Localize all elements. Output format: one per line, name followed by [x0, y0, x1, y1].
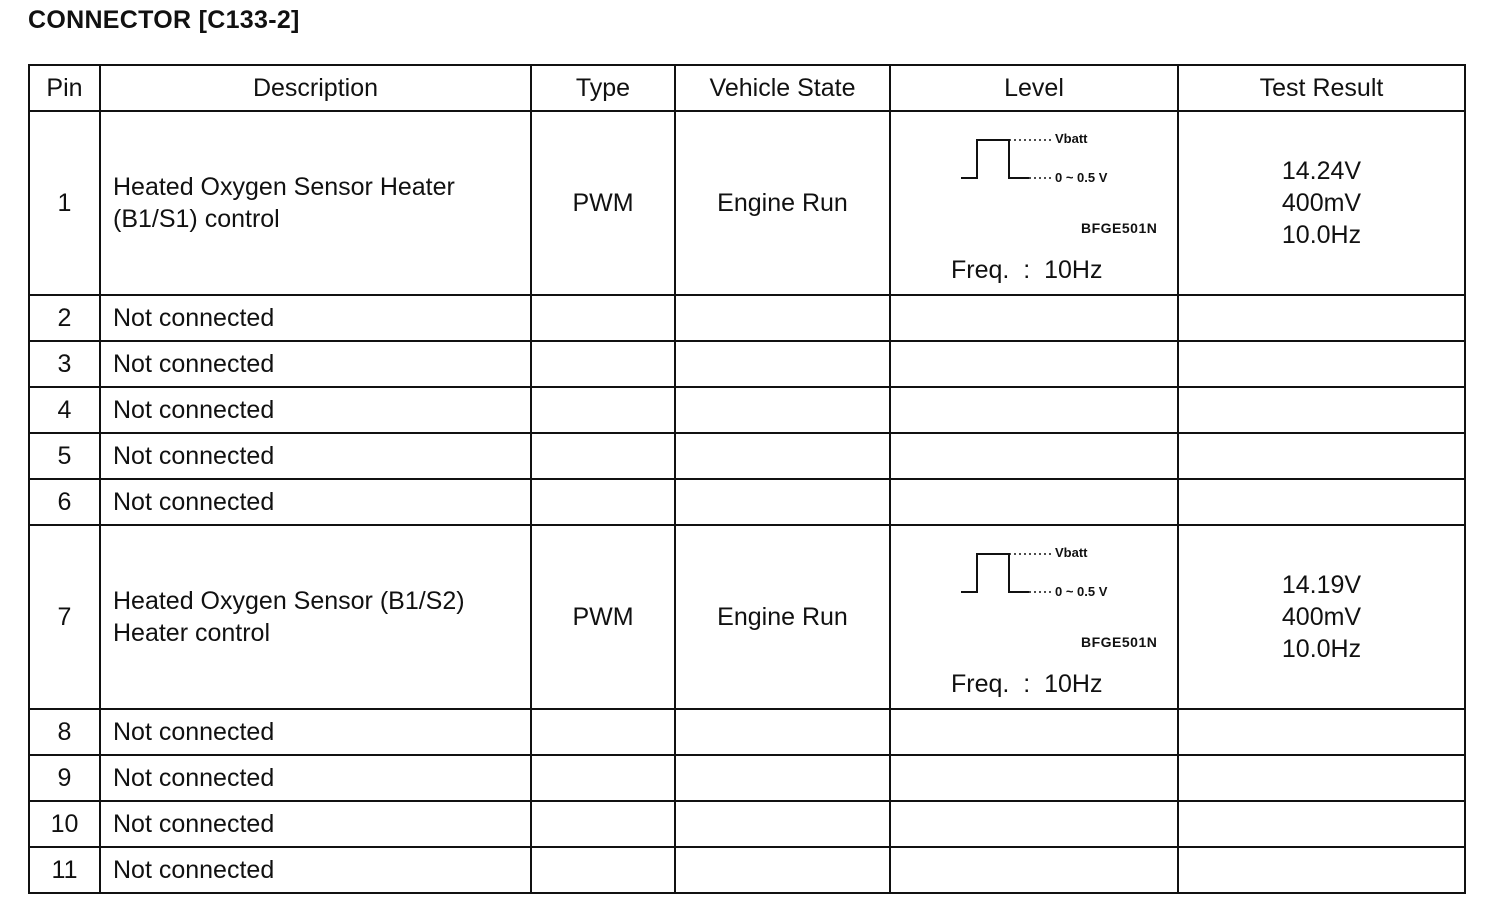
pin-description — [100, 111, 531, 295]
pin-type — [531, 709, 675, 755]
pin-level — [890, 709, 1178, 755]
pin-number: 5 — [29, 433, 100, 479]
level-low-label: 0 ~ 0.5 V — [1055, 170, 1108, 185]
pin-level — [890, 111, 1178, 295]
table-row — [29, 801, 1465, 847]
header-type: Type — [531, 65, 675, 111]
pin-test-result — [1178, 709, 1465, 755]
freq-label: Freq. — [951, 256, 1010, 284]
result-line: 10.0Hz — [1281, 635, 1362, 663]
description-line: (B1/S1) control — [113, 205, 280, 233]
pin-description: Not connected — [100, 755, 531, 801]
description-line: Heater control — [113, 619, 271, 647]
result-line: 400mV — [1281, 603, 1362, 631]
pin-vehicle-state — [675, 433, 890, 479]
table-row — [29, 755, 1465, 801]
pin-description: Not connected — [100, 295, 531, 341]
pin-level — [890, 525, 1178, 709]
freq-value: 10Hz — [1044, 670, 1103, 698]
pin-test-result — [1178, 801, 1465, 847]
pin-number: 2 — [29, 295, 100, 341]
pin-description: Not connected — [100, 801, 531, 847]
pin-vehicle-state — [675, 801, 890, 847]
pin-vehicle-state — [675, 295, 890, 341]
pin-description: Not connected — [100, 479, 531, 525]
pin-test-result — [1178, 525, 1465, 709]
pin-vehicle-state — [675, 479, 890, 525]
table-row — [29, 111, 1465, 295]
pin-description: Not connected — [100, 341, 531, 387]
pin-description: Not connected — [100, 709, 531, 755]
pin-vehicle-state — [675, 755, 890, 801]
pin-test-result — [1178, 387, 1465, 433]
pin-number: 3 — [29, 341, 100, 387]
pin-test-result — [1178, 433, 1465, 479]
level-high-label: Vbatt — [1055, 131, 1088, 146]
pin-test-result — [1178, 341, 1465, 387]
pin-type — [531, 295, 675, 341]
pin-number: 7 — [29, 525, 100, 709]
pin-number: 10 — [29, 801, 100, 847]
pin-vehicle-state — [675, 387, 890, 433]
connector-pin-table — [28, 64, 1466, 894]
header-level: Level — [890, 65, 1178, 111]
pin-test-result — [1178, 847, 1465, 893]
result-line: 14.24V — [1281, 157, 1362, 185]
pin-type — [531, 433, 675, 479]
header-vehicle-state: Vehicle State — [675, 65, 890, 111]
freq-separator: : — [1023, 670, 1031, 698]
level-figure-code: BFGE501N — [1081, 634, 1158, 650]
pin-test-result — [1178, 111, 1465, 295]
table-header-row — [29, 65, 1465, 111]
result-line: 10.0Hz — [1281, 221, 1362, 249]
table-row — [29, 341, 1465, 387]
pin-test-result — [1178, 479, 1465, 525]
level-high-label: Vbatt — [1055, 545, 1088, 560]
pin-description: Not connected — [100, 433, 531, 479]
freq-label: Freq. — [951, 670, 1010, 698]
pin-type: PWM — [531, 111, 675, 295]
pin-level — [890, 479, 1178, 525]
pin-test-result — [1178, 755, 1465, 801]
pin-description — [100, 525, 531, 709]
pin-vehicle-state: Engine Run — [675, 111, 890, 295]
pin-number: 8 — [29, 709, 100, 755]
level-frequency — [951, 256, 1103, 285]
page-title: CONNECTOR [C133-2] — [28, 6, 300, 34]
pin-type — [531, 479, 675, 525]
pin-test-result — [1178, 295, 1465, 341]
pin-vehicle-state — [675, 341, 890, 387]
pin-vehicle-state: Engine Run — [675, 525, 890, 709]
pin-vehicle-state — [675, 709, 890, 755]
level-low-label: 0 ~ 0.5 V — [1055, 584, 1108, 599]
description-line: Heated Oxygen Sensor (B1/S2) — [113, 587, 465, 615]
pin-type — [531, 847, 675, 893]
pin-number: 4 — [29, 387, 100, 433]
pin-type — [531, 801, 675, 847]
description-line: Heated Oxygen Sensor Heater — [113, 173, 455, 201]
pin-type: PWM — [531, 525, 675, 709]
table-row — [29, 847, 1465, 893]
pin-level — [890, 295, 1178, 341]
table-row — [29, 387, 1465, 433]
table-row — [29, 525, 1465, 709]
pin-type — [531, 755, 675, 801]
table-row — [29, 479, 1465, 525]
table-row — [29, 433, 1465, 479]
pin-number: 11 — [29, 847, 100, 893]
pin-level — [890, 801, 1178, 847]
pin-level — [890, 755, 1178, 801]
freq-separator: : — [1023, 256, 1031, 284]
pin-level — [890, 433, 1178, 479]
pin-number: 1 — [29, 111, 100, 295]
table-row — [29, 709, 1465, 755]
pin-level — [890, 341, 1178, 387]
level-diagram — [891, 526, 1177, 708]
level-frequency — [951, 670, 1103, 699]
result-line: 14.19V — [1281, 571, 1362, 599]
table-row — [29, 295, 1465, 341]
header-test-result: Test Result — [1178, 65, 1465, 111]
pin-description: Not connected — [100, 387, 531, 433]
header-pin: Pin — [29, 65, 100, 111]
pin-type — [531, 341, 675, 387]
level-diagram — [891, 112, 1177, 294]
pin-number: 6 — [29, 479, 100, 525]
result-line: 400mV — [1281, 189, 1362, 217]
header-description: Description — [100, 65, 531, 111]
level-figure-code: BFGE501N — [1081, 220, 1158, 236]
pin-description: Not connected — [100, 847, 531, 893]
pin-level — [890, 387, 1178, 433]
pin-level — [890, 847, 1178, 893]
freq-value: 10Hz — [1044, 256, 1103, 284]
pin-number: 9 — [29, 755, 100, 801]
pin-type — [531, 387, 675, 433]
pin-vehicle-state — [675, 847, 890, 893]
